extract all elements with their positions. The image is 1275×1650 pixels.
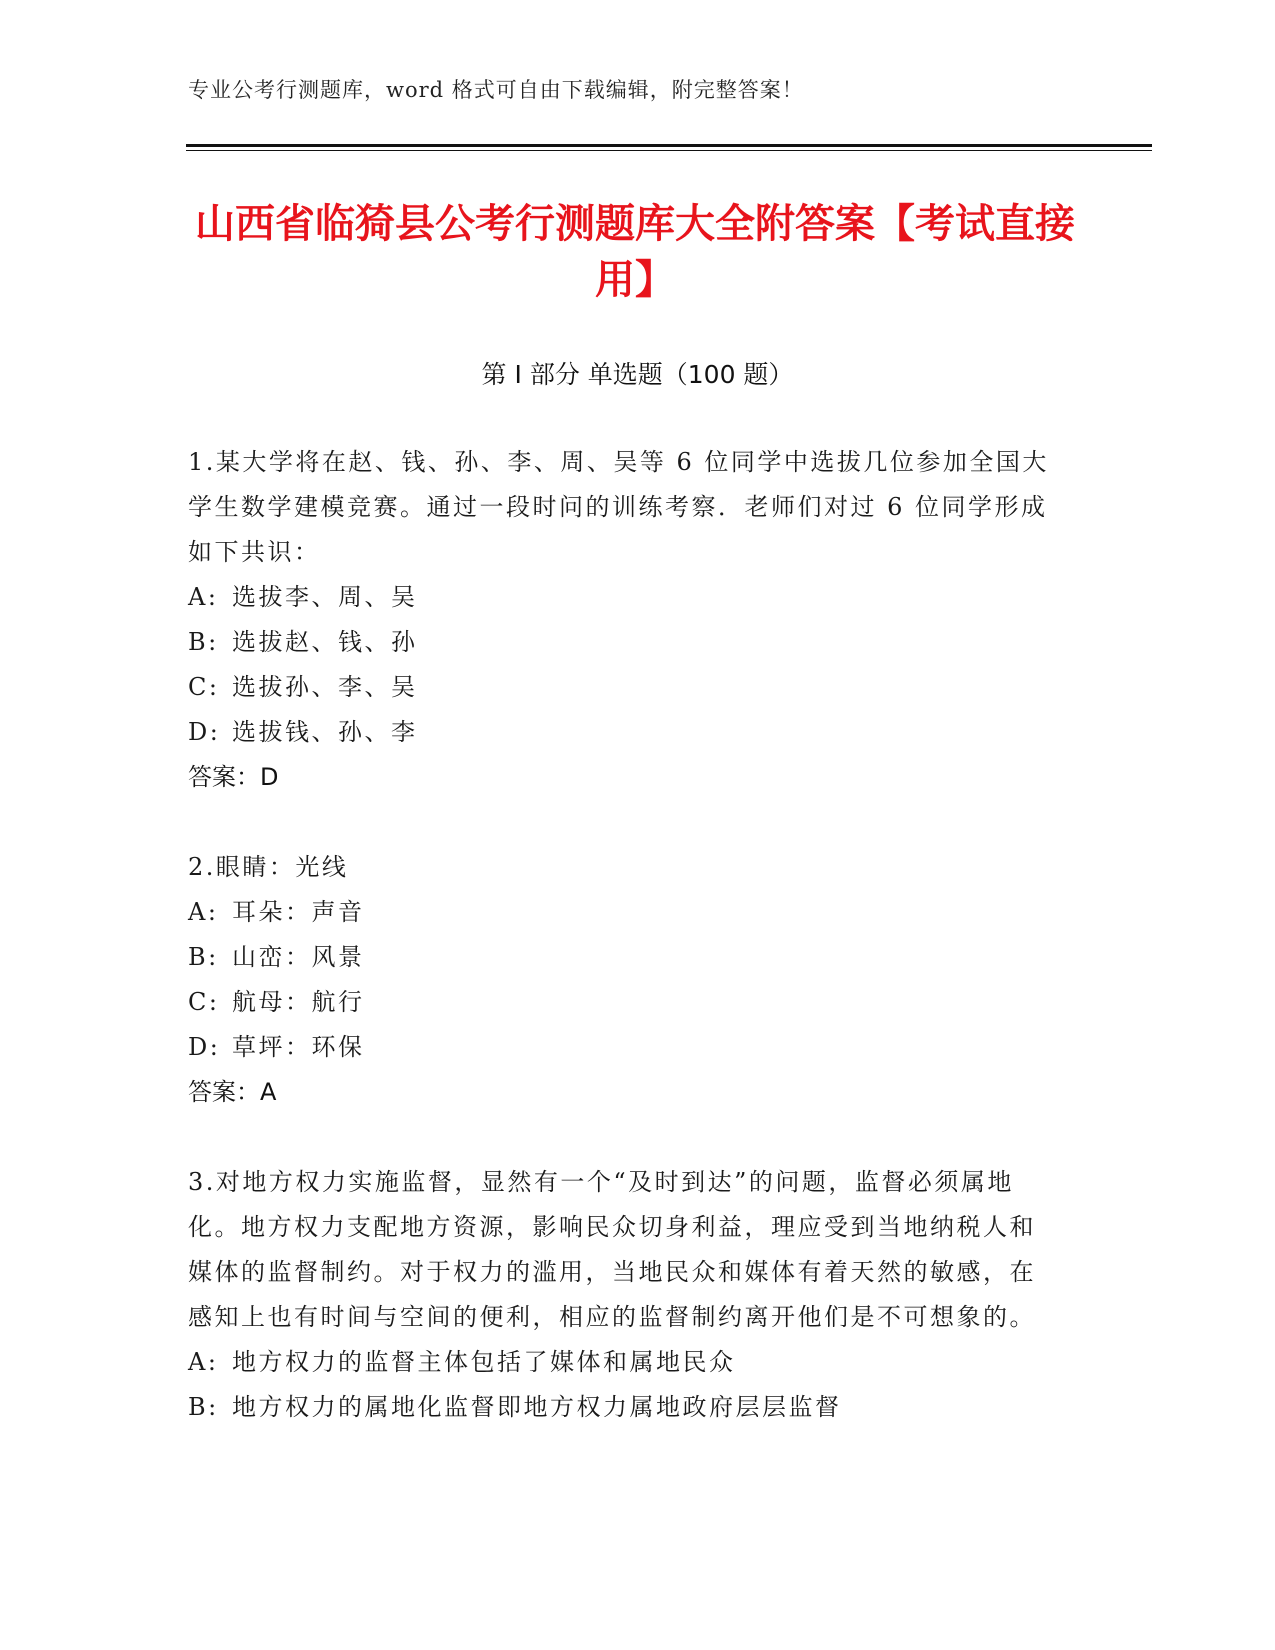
header-rule-thin [186,150,1152,151]
question-stem: 2.眼睛：光线 [188,853,349,881]
option-b [188,620,1058,665]
option-key: A: [188,898,219,926]
option-text: 选拔李、周、吴 [232,583,418,611]
option-key: C: [188,988,220,1016]
option-key: B: [188,1393,219,1421]
option-key: A: [188,1348,219,1376]
option-text: 山峦：风景 [232,943,365,971]
option-a [188,575,1058,620]
option-text: 航母：航行 [232,988,365,1016]
option-text: 地方权力的监督主体包括了媒体和属地民众 [232,1348,736,1376]
option-d [188,710,1058,755]
option-text: 耳朵：声音 [232,898,365,926]
option-c [188,665,1058,710]
option-d [188,1025,1058,1070]
option-key: D: [188,1033,221,1061]
option-text: 地方权力的属地化监督即地方权力属地政府层层监督 [232,1393,842,1421]
question-2 [188,845,1058,1115]
question-1 [188,440,1058,800]
option-text: 选拔孙、李、吴 [232,673,418,701]
question-stem: 1.某大学将在赵、钱、孙、李、周、吴等 6 位同学中选拔几位参加全国大学生数学建模竞赛。通过一段时问的训练考察．老师们对过 6 位同学形成如下共识： [188,448,1049,566]
option-key: B: [188,628,219,656]
option-text: 选拔赵、钱、孙 [232,628,418,656]
header-rule-thick [186,144,1152,147]
option-c [188,980,1058,1025]
answer-line: 答案：A [188,1078,277,1106]
option-text: 草坪：环保 [232,1033,365,1061]
section-title: 第 I 部分 单选题（100 题） [481,360,794,389]
option-a [188,1340,1058,1385]
question-stem: 3.对地方权力实施监督，显然有一个“及时到达”的问题，监督必须属地化。地方权力支配地方资源，影响民众切身利益，理应受到当地纳税人和媒体的监督制约。对于权力的滥用，当地民众和媒体有着天然的敏感，在感知上也有时间与空间的便利，相应的监督制约离开他们是不可想象的。 [188,1168,1036,1331]
option-text: 选拔钱、孙、李 [232,718,418,746]
answer-line: 答案：D [188,763,279,791]
header-note: 专业公考行测题库，word 格式可自由下载编辑，附完整答案！ [188,78,804,102]
option-b [188,1385,1058,1430]
document-title: 山西省临猗县公考行测题库大全附答案【考试直接用】 [195,201,1075,303]
option-key: C: [188,673,220,701]
option-a [188,890,1058,935]
option-b [188,935,1058,980]
question-3 [188,1160,1058,1430]
option-key: A: [188,583,219,611]
option-key: D: [188,718,221,746]
question-list [188,440,1058,1475]
option-key: B: [188,943,219,971]
